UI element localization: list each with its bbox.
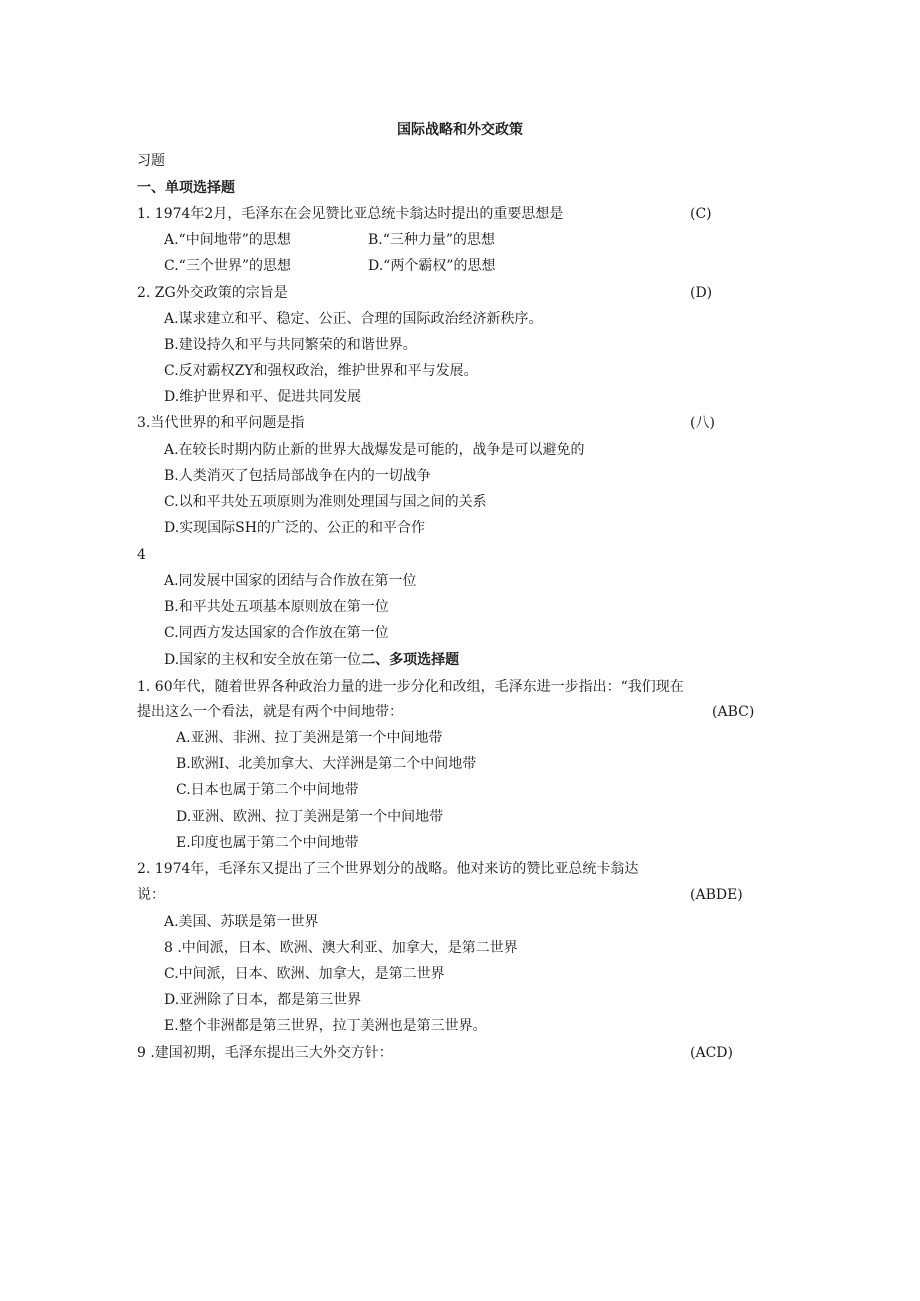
multi-question-2-option-a: A.美国、苏联是第一世界 bbox=[164, 914, 319, 930]
question-3-option-d: D.实现国际SH的广泛的、公正的和平合作 bbox=[164, 520, 425, 536]
question-1-answer: (C) bbox=[690, 206, 712, 222]
multi-question-2-stem-line-1: 2. 1974年，毛泽东又提出了三个世界划分的战略。他对来访的赞比亚总统卡翁达 bbox=[137, 861, 639, 877]
multi-question-2-option-c: C.中间派，日本、欧洲、加拿大，是第二世界 bbox=[164, 966, 445, 982]
multi-question-1-option-d: D.亚洲、欧洲、拉丁美洲是第一个中间地带 bbox=[176, 809, 444, 825]
multi-question-1-option-c: C.日本也属于第二个中间地带 bbox=[176, 782, 359, 798]
multi-question-1-answer: (ABC) bbox=[712, 704, 755, 720]
question-2-option-a: A.谋求建立和平、稳定、公正、合理的国际政治经济新秩序。 bbox=[164, 311, 543, 327]
question-3-stem: 3.当代世界的和平问题是指 bbox=[137, 415, 305, 431]
multi-question-2-option-d: D.亚洲除了日本，都是第三世界 bbox=[164, 992, 362, 1008]
question-4-option-d: D.国家的主权和安全放在第一位 bbox=[164, 652, 362, 668]
multi-question-3-stem: 9 .建国初期，毛泽东提出三大外交方针： bbox=[137, 1045, 393, 1061]
question-3-option-c: C.以和平共处五项原则为准则处理国与国之间的关系 bbox=[164, 494, 487, 510]
multi-question-2-answer: (ABDE) bbox=[690, 887, 743, 903]
multi-question-1-stem-line-2: 提出这么一个看法，就是有两个中间地带： bbox=[137, 704, 403, 720]
section-heading-single-choice: 一、单项选择题 bbox=[137, 180, 235, 196]
question-1-option-b: B.“三种力量”的思想 bbox=[368, 232, 496, 248]
question-1-option-c: C.“三个世界”的思想 bbox=[164, 258, 291, 274]
multi-question-1-option-e: E.印度也属于第二个中间地带 bbox=[176, 835, 359, 851]
question-2-option-b: B.建设持久和平与共同繁荣的和谐世界。 bbox=[164, 337, 417, 353]
multi-question-1-stem-line-1: 1. 60年代，随着世界各种政治力量的进一步分化和改组，毛泽东进一步指出：“我们现在 bbox=[137, 679, 684, 695]
question-4-stem: 4 bbox=[137, 547, 146, 563]
question-1-option-a: A.“中间地带”的思想 bbox=[164, 232, 291, 248]
multi-question-2-stem-line-2: 说： bbox=[137, 887, 165, 903]
multi-question-1-option-b: B.欧洲I、北美加拿大、大洋洲是第二个中间地带 bbox=[176, 756, 477, 772]
question-2-option-d: D.维护世界和平、促进共同发展 bbox=[164, 389, 362, 405]
multi-question-1-option-a: A.亚洲、非洲、拉丁美洲是第一个中间地带 bbox=[176, 730, 443, 746]
question-4-option-c: C.同西方发达国家的合作放在第一位 bbox=[164, 625, 389, 641]
question-1-stem: 1. 1974年2月，毛泽东在会见赞比亚总统卡翁达时提出的重要思想是 bbox=[137, 206, 564, 222]
question-1-option-d: D.“两个霸权”的思想 bbox=[368, 258, 496, 274]
page-title: 国际战略和外交政策 bbox=[397, 122, 523, 138]
question-3-answer: (八) bbox=[690, 415, 715, 431]
question-2-stem: 2. ZG外交政策的宗旨是 bbox=[137, 285, 288, 301]
section-heading-multiple-choice: 二、多项选择题 bbox=[361, 652, 460, 668]
multi-question-2-option-b: 8 .中间派，日本、欧洲、澳大利亚、加拿大，是第二世界 bbox=[164, 940, 518, 956]
question-3-option-b: B.人类消灭了包括局部战争在内的一切战争 bbox=[164, 468, 431, 484]
subtitle: 习题 bbox=[137, 153, 165, 169]
question-4-option-d-line bbox=[164, 651, 459, 669]
multi-question-2-option-e: E.整个非洲都是第三世界，拉丁美洲也是第三世界。 bbox=[164, 1018, 487, 1034]
multi-question-3-answer: (ACD) bbox=[690, 1045, 733, 1061]
question-3-option-a: A.在较长时期内防止新的世界大战爆发是可能的，战争是可以避免的 bbox=[164, 442, 585, 458]
question-4-option-a: A.同发展中国家的团结与合作放在第一位 bbox=[164, 573, 417, 589]
question-2-option-c: C.反对霸权ZY和强权政治，维护世界和平与发展。 bbox=[164, 363, 478, 379]
question-2-answer: (D) bbox=[690, 285, 713, 301]
question-4-option-b: B.和平共处五项基本原则放在第一位 bbox=[164, 599, 389, 615]
